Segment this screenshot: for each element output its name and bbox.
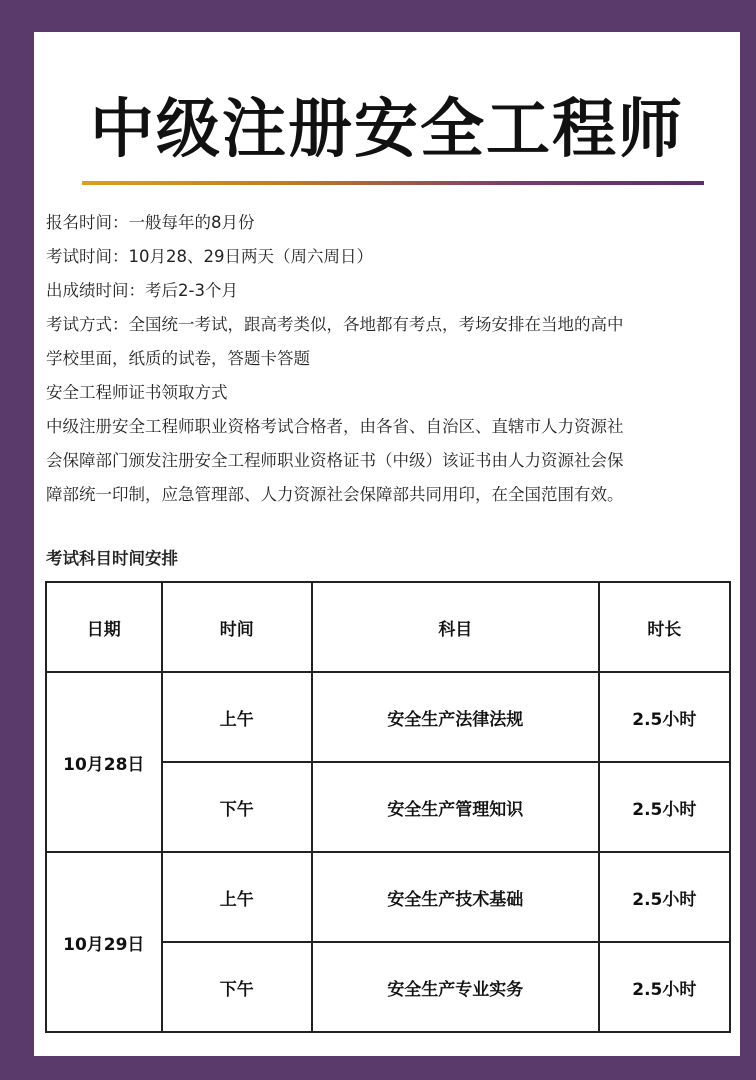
info-line: 报名时间：一般每年的8月份	[46, 213, 255, 232]
info-line: 考试方式：全国统一考试，跟高考类似，各地都有考点，考场安排在当地的高中	[46, 315, 624, 334]
info-line: 安全工程师证书领取方式	[46, 383, 228, 402]
time-cell: 上午	[162, 852, 312, 942]
info-line: 出成绩时间：考后2-3个月	[46, 281, 238, 300]
subject-cell: 安全生产技术基础	[312, 852, 599, 942]
schedule-table	[45, 581, 731, 1033]
date-cell: 10月28日	[46, 672, 162, 852]
header-subject: 科目	[312, 582, 599, 672]
header-duration: 时长	[599, 582, 730, 672]
title-divider	[82, 181, 704, 185]
info-line: 学校里面，纸质的试卷，答题卡答题	[46, 349, 310, 368]
info-line: 考试时间：10月28、29日两天（周六周日）	[46, 247, 373, 266]
subject-cell: 安全生产法律法规	[312, 672, 599, 762]
info-line: 障部统一印制，应急管理部、人力资源社会保障部共同用印，在全国范围有效。	[46, 485, 624, 504]
info-line: 会保障部门颁发注册安全工程师职业资格证书（中级）该证书由人力资源社会保	[46, 451, 624, 470]
header-date: 日期	[46, 582, 162, 672]
info-line: 中级注册安全工程师职业资格考试合格者，由各省、自治区、直辖市人力资源社	[46, 417, 624, 436]
duration-cell: 2.5小时	[599, 762, 730, 852]
duration-cell: 2.5小时	[599, 852, 730, 942]
table-row	[46, 672, 730, 762]
time-cell: 下午	[162, 762, 312, 852]
duration-cell: 2.5小时	[599, 672, 730, 762]
table-header-row	[46, 582, 730, 672]
info-text	[46, 206, 736, 512]
duration-cell: 2.5小时	[599, 942, 730, 1032]
document-card	[34, 32, 740, 1056]
header-time: 时间	[162, 582, 312, 672]
time-cell: 上午	[162, 672, 312, 762]
page-title: 中级注册安全工程师	[90, 93, 684, 167]
schedule-title: 考试科目时间安排	[46, 549, 178, 568]
subject-cell: 安全生产专业实务	[312, 942, 599, 1032]
subject-cell: 安全生产管理知识	[312, 762, 599, 852]
time-cell: 下午	[162, 942, 312, 1032]
table-row	[46, 852, 730, 942]
date-cell: 10月29日	[46, 852, 162, 1032]
